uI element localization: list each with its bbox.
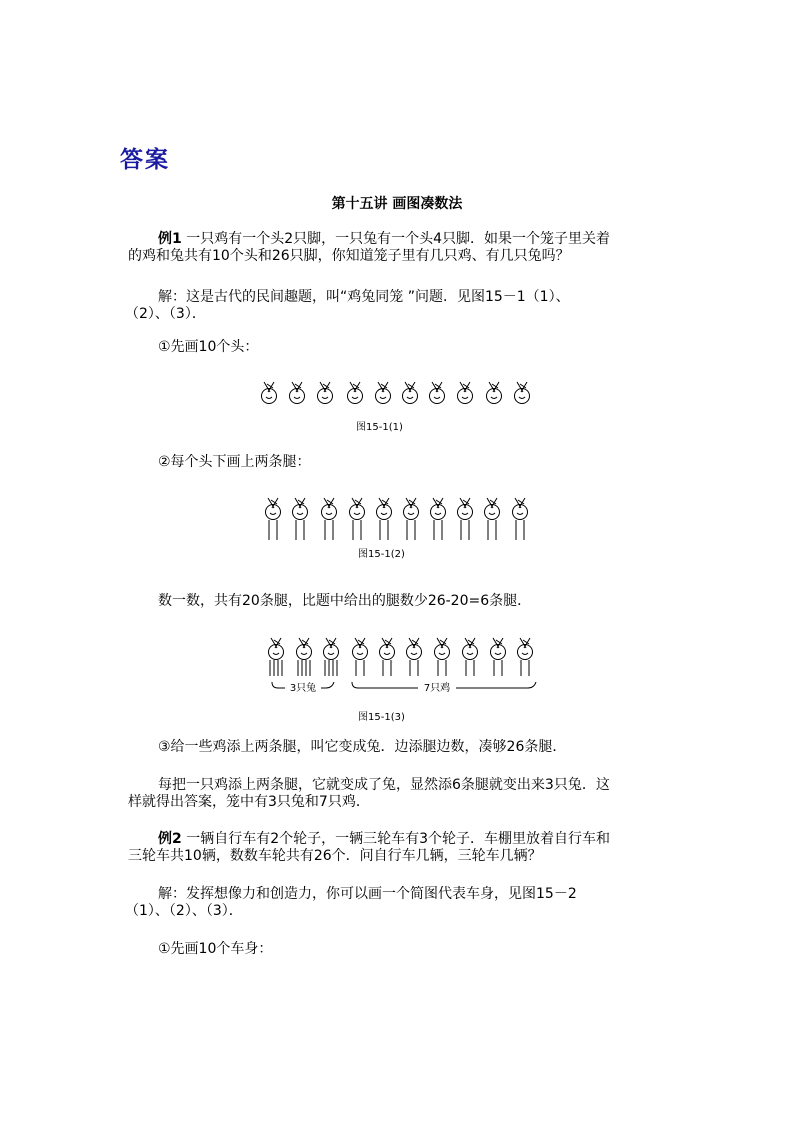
fig2-chicken-3 — [322, 498, 337, 540]
example1-tag: 例1 — [158, 231, 182, 247]
fig3-rabbit-2 — [297, 638, 312, 676]
fig3-chicken-10 — [518, 638, 533, 676]
example1-line2: 的鸡和兔共有10个头和26只脚，你知道笼子里有几只鸡、有几只兔吗？ — [128, 248, 570, 264]
fig3-animals — [269, 638, 533, 676]
conclusion-line2: 样就得出答案，笼中有3只兔和7只鸡． — [128, 794, 370, 810]
lecture-title: 第十五讲 画图凑数法 — [331, 196, 463, 212]
fig1-head-7 — [430, 382, 445, 404]
solution1-line1: 解：这是古代的民间趣题，叫“鸡兔同笼 ”问题．见图15－1（1）、 — [158, 289, 570, 305]
fig2-chicken-7 — [431, 498, 446, 540]
figure-15-1-2 — [250, 488, 550, 544]
figure-15-1-1 — [250, 372, 550, 414]
fig2-chicken-4 — [350, 498, 365, 540]
fig3-rabbit-1 — [269, 638, 284, 676]
fig2-chickens — [266, 498, 528, 540]
example2-text1: 一辆自行车有2个轮子，一辆三轮车有3个轮子．车棚里放着自行车和 — [181, 831, 611, 847]
step2-text: ②每个头下画上两条腿： — [158, 454, 311, 470]
fig1-caption: 图15-1(1) — [356, 422, 403, 433]
fig2-chicken-5 — [377, 498, 392, 540]
fig3-chicken-5 — [380, 638, 395, 676]
fig1-heads — [262, 382, 530, 404]
rabbit-label: 3只兔 — [289, 683, 317, 694]
figure-15-1-3 — [250, 630, 550, 702]
step1-text: ①先画10个头： — [158, 339, 259, 355]
solution1-line2: （2）、（3）． — [125, 306, 206, 322]
solution2-line1: 解：发挥想像力和创造力，你可以画一个简图代表车身，见图15－2 — [158, 886, 577, 902]
example2-tag: 例2 — [158, 831, 182, 847]
fig1-head-10 — [515, 382, 530, 404]
fig1-head-4 — [348, 382, 363, 404]
fig2-chicken-2 — [293, 498, 308, 540]
fig1-head-8 — [458, 382, 473, 404]
example2-line2: 三轮车共10辆，数数车轮共有26个．问自行车几辆，三轮车几辆？ — [128, 848, 542, 864]
step3-text: ③给一些鸡添上两条腿，叫它变成兔．边添腿边数，凑够26条腿． — [158, 739, 567, 755]
example1-text1: 一只鸡有一个头2只脚，一只兔有一个头4只脚．如果一个笼子里关着 — [181, 231, 611, 247]
count-text: 数一数，共有20条腿，比题中给出的腿数少26-20=6条腿． — [158, 593, 532, 609]
step4-text: ①先画10个车身： — [158, 941, 273, 957]
solution2-line2: （1）、（2）、（3）． — [125, 903, 243, 919]
fig3-chicken-6 — [407, 638, 422, 676]
chicken-label: 7只鸡 — [423, 683, 451, 694]
fig1-head-9 — [487, 382, 502, 404]
conclusion-line1: 每把一只鸡添上两条腿，它就变成了兔，显然添6条腿就变出来3只兔．这 — [158, 777, 610, 793]
fig1-head-3 — [318, 382, 333, 404]
fig3-caption: 图15-1(3) — [358, 712, 405, 723]
fig1-head-5 — [376, 382, 391, 404]
fig2-chicken-10 — [513, 498, 528, 540]
fig2-caption: 图15-1(2) — [358, 549, 405, 560]
fig3-chicken-7 — [435, 638, 450, 676]
fig1-head-2 — [290, 382, 305, 404]
fig2-chicken-9 — [485, 498, 500, 540]
answer-heading: 答案 — [120, 147, 170, 173]
fig1-head-6 — [403, 382, 418, 404]
fig2-chicken-8 — [458, 498, 473, 540]
fig2-chicken-6 — [404, 498, 419, 540]
fig3-rabbit-3 — [324, 638, 339, 676]
fig3-chicken-9 — [491, 638, 506, 676]
fig1-head-1 — [262, 382, 277, 404]
fig2-chicken-1 — [266, 498, 281, 540]
fig3-chicken-8 — [463, 638, 478, 676]
fig3-chicken-4 — [353, 638, 368, 676]
